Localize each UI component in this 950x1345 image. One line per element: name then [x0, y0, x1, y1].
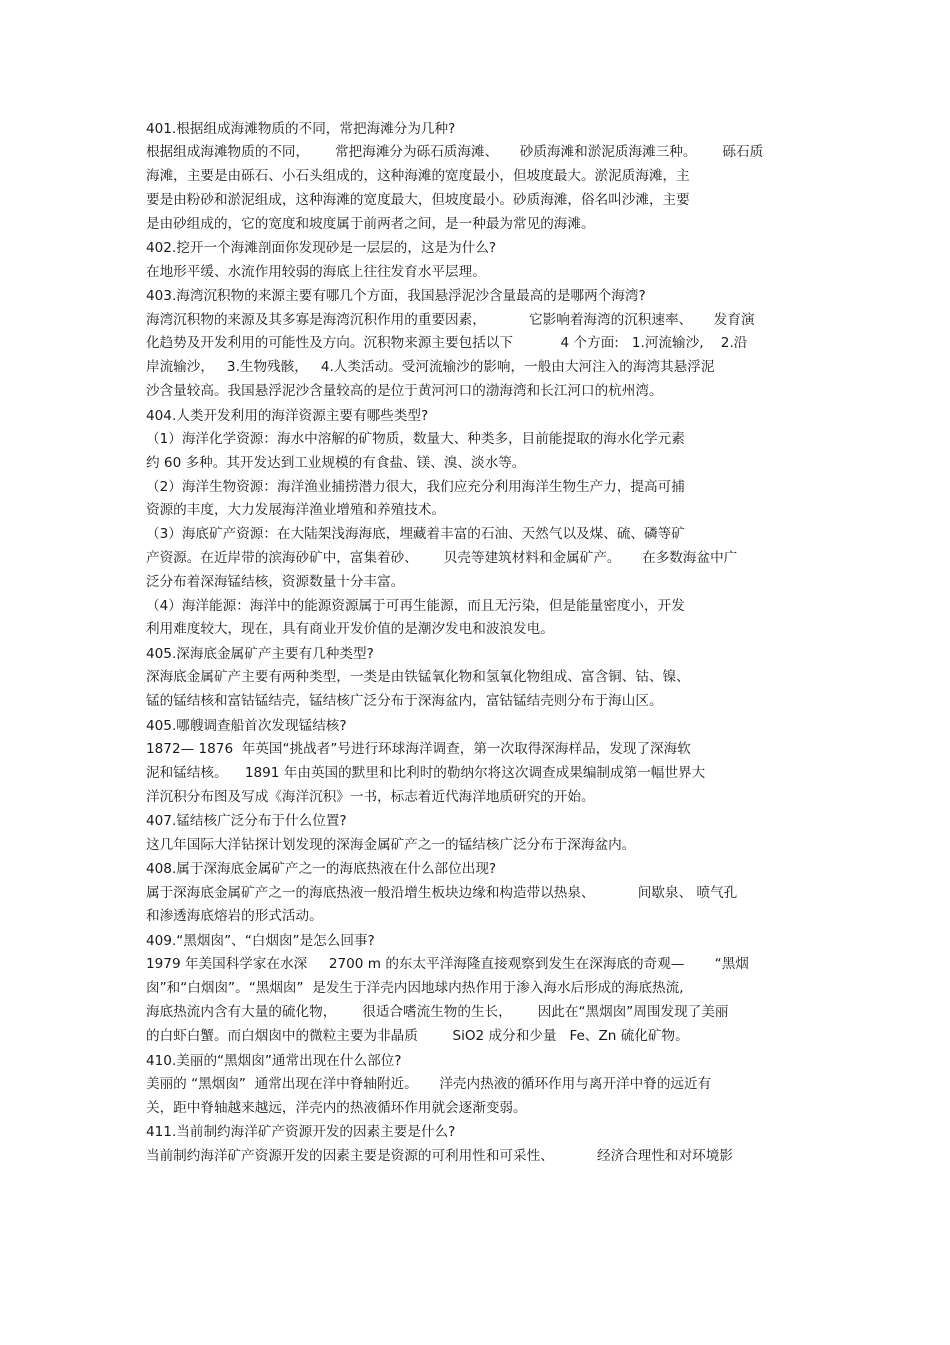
question-heading: 409.“黑烟囱”、“白烟囱”是怎么回事?	[146, 933, 375, 950]
answer-text-line: 1979 年美国科学家在水深 2700 m 的东太平洋海隆直接观察到发生在深海底的奇观— “黑烟	[146, 956, 749, 973]
question-heading: 405.哪艘调查船首次发现锰结核?	[146, 717, 347, 734]
answer-text-line: 利用难度较大，现在，具有商业开发价值的是潮汐发电和波浪发电。	[146, 621, 554, 638]
answer-text-line: 泛分布着深海锰结核，资源数量十分丰富。	[146, 573, 405, 590]
answer-text-line: 囱”和“白烟囱”。“黑烟囱” 是发生于洋壳内因地球内热作用于渗入海水后形成的海底热流,	[146, 980, 684, 997]
answer-text-line: 和渗透海底熔岩的形式活动。	[146, 908, 323, 925]
answer-text-line: 美丽的 “黑烟囱” 通常出现在洋中脊轴附近。 洋壳内热液的循环作用与离开洋中脊的远近有	[146, 1075, 712, 1092]
answer-text-line: 沙含量较高。我国悬浮泥沙含量较高的是位于黄河河口的渤海湾和长江河口的杭州湾。	[146, 382, 663, 399]
answer-text-line: 化趋势及开发利用的可能性及方向。沉积物来源主要包括以下 4 个方面: 1.河流输沙, 2.沿	[146, 335, 748, 352]
answer-text-line: 的白虾白蟹。而白烟囱中的微粒主要为非晶质 SiO2 成分和少量 Fe、Zn 硫化矿物。	[146, 1027, 689, 1044]
question-heading: 405.深海底金属矿产主要有几种类型?	[146, 646, 374, 663]
answer-text-line: 海底热流内含有大量的硫化物， 很适合嗜流生物的生长， 因此在“黑烟囱”周围发现了美丽	[146, 1004, 729, 1020]
answer-text-line: 约 60 多种。其开发达到工业规模的有食盐、镁、溴、淡水等。	[146, 454, 526, 471]
question-heading: 404.人类开发利用的海洋资源主要有哪些类型?	[146, 407, 429, 424]
answer-text-line: 深海底金属矿产主要有两种类型，一类是由铁锰氧化物和氢氧化物组成、富含铜、钴、镍、	[146, 669, 690, 686]
question-heading: 410.美丽的“黑烟囱”通常出现在什么部位?	[146, 1052, 402, 1069]
answer-text-line: 海湾沉积物的来源及其多寡是海湾沉积作用的重要因素， 它影响着海湾的沉积速率、 发育演	[146, 311, 755, 328]
answer-text-line: （4）海洋能源：海洋中的能源资源属于可再生能源，而且无污染，但是能量密度小，开发	[146, 597, 685, 614]
answer-text-line: 当前制约海洋矿产资源开发的因素主要是资源的可利用性和可采性、 经济合理性和对环境影	[146, 1147, 733, 1164]
answer-text-line: （1）海洋化学资源：海水中溶解的矿物质，数量大、种类多，目前能提取的海水化学元素	[146, 430, 685, 447]
question-heading: 407.锰结核广泛分布于什么位置?	[146, 813, 347, 830]
question-heading: 403.海湾沉积物的来源主要有哪几个方面，我国悬浮泥沙含量最高的是哪两个海湾?	[146, 288, 646, 305]
answer-text-line: （2）海洋生物资源：海洋渔业捕捞潜力很大，我们应充分利用海洋生物生产力，提高可捕	[146, 478, 685, 495]
question-heading: 408.属于深海底金属矿产之一的海底热液在什么部位出现?	[146, 861, 497, 878]
answer-text-line: 要是由粉砂和淤泥组成，这种海滩的宽度最大，但坡度最小。砂质海滩，俗名叫沙滩，主要	[146, 191, 690, 208]
answer-text-line: 泥和锰结核。 1891 年由英国的默里和比利时的勒纳尔将这次调查成果编制成第一幅世界大	[146, 764, 706, 781]
answer-text-line: 关，距中脊轴越来越远，洋壳内的热液循环作用就会逐渐变弱。	[146, 1099, 527, 1116]
answer-text-line: 洋沉积分布图及写成《海洋沉积》一书，标志着近代海洋地质研究的开始。	[146, 788, 595, 805]
answer-text-line: 这几年国际大洋钻探计划发现的深海金属矿产之一的锰结核广泛分布于深海盆内。	[146, 836, 636, 853]
answer-text-line: 海滩，主要是由砾石、小石头组成的，这种海滩的宽度最小，但坡度最大。淤泥质海滩，主	[146, 167, 690, 184]
answer-text-line: （3）海底矿产资源：在大陆架浅海海底，埋藏着丰富的石油、天然气以及煤、硫、磷等矿	[146, 526, 685, 543]
answer-text-line: 根据组成海滩物质的不同， 常把海滩分为砾石质海滩、 砂质海滩和淤泥质海滩三种。 砾石质	[146, 144, 764, 161]
document-body	[146, 117, 810, 1168]
answer-text-line: 资源的丰度，大力发展海洋渔业增殖和养殖技术。	[146, 502, 446, 519]
answer-text-line: 是由砂组成的，它的宽度和坡度属于前两者之间，是一种最为常见的海滩。	[146, 215, 595, 232]
answer-text-line: 岸流输沙， 3.生物残骸， 4.人类活动。受河流输沙的影响，一般由大河注入的海湾其悬浮泥	[146, 359, 715, 376]
answer-text-line: 属于深海底金属矿产之一的海底热液一般沿增生板块边缘和构造带以热泉、 间歇泉、 喷气孔	[146, 884, 738, 901]
question-heading: 402.挖开一个海滩剖面你发现砂是一层层的，这是为什么?	[146, 240, 497, 257]
answer-text-line: 产资源。在近岸带的滨海砂矿中，富集着砂、 贝壳等建筑材料和金属矿产。 在多数海盆中广	[146, 549, 738, 566]
answer-text-line: 锰的锰结核和富钴锰结壳，锰结核广泛分布于深海盆内，富钴锰结壳则分布于海山区。	[146, 693, 663, 710]
answer-text-line: 1872— 1876 年英国“挑战者”号进行环球海洋调查，第一次取得深海样品，发现了深海软	[146, 741, 691, 758]
question-heading: 411.当前制约海洋矿产资源开发的因素主要是什么?	[146, 1124, 456, 1141]
question-heading: 401.根据组成海滩物质的不同，常把海滩分为几种?	[146, 121, 456, 137]
answer-text-line: 在地形平缓、水流作用较弱的海底上往往发育水平层理。	[146, 263, 486, 280]
